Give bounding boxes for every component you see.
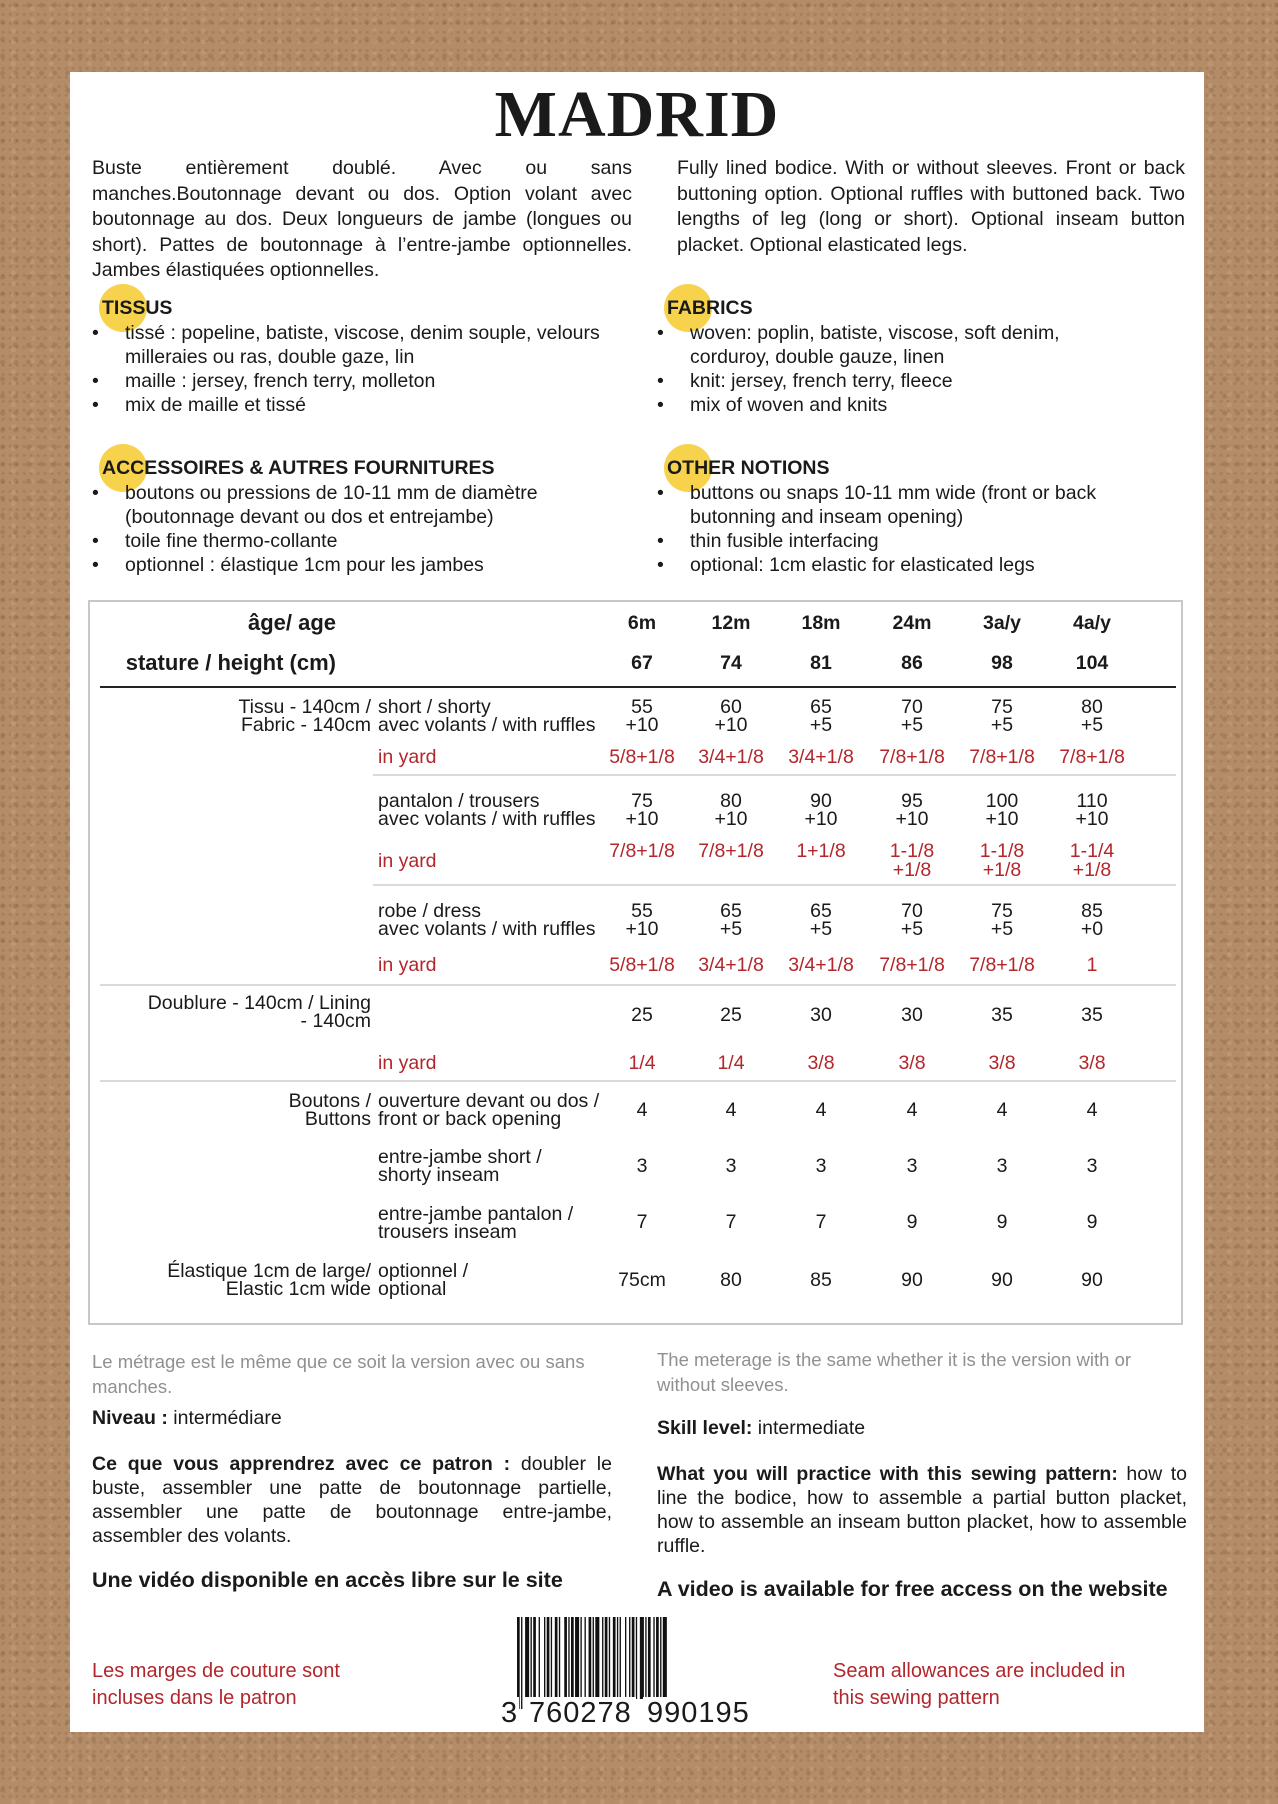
header-divider bbox=[100, 686, 1176, 688]
yard-cell: 3/8 bbox=[898, 1052, 926, 1074]
in-yard-label: in yard bbox=[378, 954, 437, 976]
value-cell: 100 bbox=[985, 790, 1019, 812]
value-cell: +10 bbox=[625, 808, 659, 830]
barcode-bar bbox=[585, 1617, 586, 1699]
value-cell: 110 bbox=[1076, 790, 1108, 812]
barcode-bar bbox=[663, 1617, 667, 1709]
barcode-bar bbox=[551, 1617, 552, 1699]
in-yard-label: in yard bbox=[378, 746, 437, 768]
trousers-label: pantalon / trousers avec volants / with ruffles bbox=[378, 790, 596, 830]
list-item: • tissé : popeline, batiste, viscose, denim souple, velours milleraies ou ras, double gaze, lin bbox=[92, 321, 602, 369]
value-cell: 35 bbox=[991, 1004, 1013, 1026]
fabrics-en-list bbox=[657, 321, 1137, 417]
notions-fr-heading: ACCESSOIRES & AUTRES FOURNITURES bbox=[102, 456, 495, 480]
value-cell: 30 bbox=[901, 1004, 923, 1026]
intro-french: Buste entièrement doublé. Avec ou sans manches.Boutonnage devant ou dos. Option volant avec boutonnage au dos. Deux longueurs de jambe (longues ou short). Pattes de boutonnage à l’entre-jambe optionnelles. Jambes élastiquées optionnelles. bbox=[92, 157, 632, 281]
value-cell: 7 bbox=[815, 1211, 827, 1233]
barcode-digit-1: 3 bbox=[501, 1697, 518, 1729]
trousers-inseam-label: entre-jambe pantalon / trousers inseam bbox=[378, 1203, 574, 1243]
value-cell: 85 bbox=[810, 1269, 832, 1291]
value-cell: 75 bbox=[991, 900, 1013, 922]
barcode-bar bbox=[521, 1617, 522, 1709]
value-cell: 25 bbox=[631, 1004, 653, 1026]
value-cell: +10 bbox=[714, 808, 748, 830]
yard-cell: 7/8+1/8 bbox=[969, 954, 1035, 976]
yard-cell: 3/4+1/8 bbox=[788, 746, 854, 768]
value-cell: 3 bbox=[725, 1155, 737, 1177]
yard-cell: +1/8 bbox=[1072, 859, 1112, 881]
list-item: • woven: poplin, batiste, viscose, soft denim, corduroy, double gauze, linen bbox=[657, 321, 1137, 369]
value-cell: +5 bbox=[1080, 714, 1104, 736]
list-item: • buttons ou snaps 10-11 mm wide (front or back butonning and inseam opening) bbox=[657, 481, 1157, 529]
video-note-en: A video is available for free access on the website bbox=[657, 1577, 1168, 1601]
barcode-bar bbox=[571, 1617, 574, 1699]
yard-cell: 3/4+1/8 bbox=[788, 954, 854, 976]
height-cell: 74 bbox=[720, 652, 742, 674]
seam-allowance-en: Seam allowances are included in this sewing pattern bbox=[833, 1660, 1126, 1709]
list-item: • thin fusible interfacing bbox=[657, 529, 1157, 553]
value-cell: 25 bbox=[720, 1004, 742, 1026]
barcode-bar bbox=[544, 1617, 545, 1699]
row-divider bbox=[100, 1080, 1176, 1082]
value-cell: 30 bbox=[810, 1004, 832, 1026]
elastic-label: Élastique 1cm de large/ Elastic 1cm wide bbox=[167, 1260, 371, 1300]
dress-label: robe / dress avec volants / with ruffles bbox=[378, 900, 596, 940]
value-cell: +5 bbox=[900, 918, 924, 940]
barcode-bar bbox=[620, 1617, 621, 1699]
value-cell: 4 bbox=[906, 1099, 918, 1121]
value-cell: 80 bbox=[720, 790, 742, 812]
level-fr: Niveau : intermédiare bbox=[92, 1407, 282, 1429]
yard-cell: 3/8 bbox=[1078, 1052, 1106, 1074]
value-cell: 65 bbox=[810, 900, 832, 922]
value-cell: 90 bbox=[1081, 1269, 1103, 1291]
value-cell: +5 bbox=[990, 918, 1014, 940]
value-cell: 85 bbox=[1081, 900, 1103, 922]
value-cell: 4 bbox=[815, 1099, 827, 1121]
age-cell: 3a/y bbox=[983, 612, 1021, 634]
barcode-bar bbox=[629, 1617, 630, 1699]
pattern-back-sheet bbox=[70, 72, 1204, 1732]
value-cell: 4 bbox=[996, 1099, 1008, 1121]
value-cell: 3 bbox=[1086, 1155, 1098, 1177]
barcode-bar bbox=[653, 1617, 654, 1699]
value-cell: 90 bbox=[901, 1269, 923, 1291]
yard-cell: 3/8 bbox=[807, 1052, 835, 1074]
row-divider bbox=[373, 774, 1176, 776]
age-cell: 24m bbox=[892, 612, 932, 634]
yard-cell: 1+1/8 bbox=[796, 840, 846, 862]
yard-cell: 7/8+1/8 bbox=[1059, 746, 1125, 768]
learn-en: What you will practice with this sewing pattern: how to line the bodice, how to assemble a partial button placket, how to assemble an inseam button placket, how to assemble ruffle. bbox=[657, 1463, 1187, 1557]
yard-cell: +1/8 bbox=[892, 859, 932, 881]
value-cell: 9 bbox=[996, 1211, 1008, 1233]
yard-cell: 5/8+1/8 bbox=[609, 954, 675, 976]
barcode-bar bbox=[575, 1617, 579, 1699]
value-cell: +10 bbox=[804, 808, 838, 830]
barcode-digits-3: 990195 bbox=[643, 1697, 754, 1730]
yard-cell: 1-1/8 bbox=[889, 840, 935, 862]
row-divider bbox=[100, 984, 1176, 986]
value-cell: 3 bbox=[906, 1155, 918, 1177]
list-item: • mix of woven and knits bbox=[657, 393, 1137, 417]
notions-en-heading: OTHER NOTIONS bbox=[667, 456, 830, 480]
list-item: • optionnel : élastique 1cm pour les jambes bbox=[92, 553, 612, 577]
value-cell: 3 bbox=[996, 1155, 1008, 1177]
value-cell: 7 bbox=[636, 1211, 648, 1233]
list-item: • toile fine thermo-collante bbox=[92, 529, 612, 553]
fabrics-fr-heading: TISSUS bbox=[102, 296, 172, 320]
value-cell: 4 bbox=[636, 1099, 648, 1121]
value-cell: 80 bbox=[1081, 696, 1103, 718]
learn-fr: Ce que vous apprendrez avec ce patron : doubler le buste, assembler une patte de boutonnage partielle, assembler une patte de boutonnage entre-jambe, assembler des volants. bbox=[92, 1453, 612, 1547]
value-cell: 7 bbox=[725, 1211, 737, 1233]
yard-cell: +1/8 bbox=[982, 859, 1022, 881]
short-inseam-label: entre-jambe short / shorty inseam bbox=[378, 1146, 542, 1186]
value-cell: +5 bbox=[990, 714, 1014, 736]
buttons-label: Boutons / Buttons bbox=[288, 1090, 371, 1130]
value-cell: +5 bbox=[900, 714, 924, 736]
value-cell: 60 bbox=[720, 696, 742, 718]
yard-cell: 3/8 bbox=[988, 1052, 1016, 1074]
barcode-bar bbox=[580, 1617, 581, 1699]
age-cell: 4a/y bbox=[1073, 612, 1111, 634]
value-cell: +10 bbox=[985, 808, 1019, 830]
height-cell: 98 bbox=[991, 652, 1013, 674]
yard-cell: 1-1/8 bbox=[979, 840, 1025, 862]
barcode-bar bbox=[613, 1617, 616, 1699]
barcode-bars bbox=[515, 1617, 765, 1709]
value-cell: 3 bbox=[636, 1155, 648, 1177]
list-item: • optional: 1cm elastic for elasticated legs bbox=[657, 553, 1157, 577]
yard-cell: 7/8+1/8 bbox=[879, 954, 945, 976]
yard-cell: 7/8+1/8 bbox=[609, 840, 675, 862]
value-cell: +5 bbox=[719, 918, 743, 940]
value-cell: 9 bbox=[1086, 1211, 1098, 1233]
barcode-bar bbox=[568, 1617, 569, 1699]
barcode-bar bbox=[648, 1617, 651, 1699]
value-cell: 55 bbox=[631, 900, 653, 922]
list-item: • maille : jersey, french terry, molleton bbox=[92, 369, 602, 393]
barcode-bar bbox=[632, 1617, 635, 1699]
value-cell: 4 bbox=[725, 1099, 737, 1121]
value-cell: 90 bbox=[810, 790, 832, 812]
value-cell: +10 bbox=[625, 918, 659, 940]
barcode-bar bbox=[609, 1617, 610, 1699]
list-item: • mix de maille et tissé bbox=[92, 393, 602, 417]
barcode-bar bbox=[595, 1617, 599, 1699]
barcode-bar bbox=[640, 1617, 644, 1699]
height-cell: 104 bbox=[1075, 652, 1109, 674]
barcode-bar bbox=[645, 1617, 646, 1699]
fabrics-en-heading: FABRICS bbox=[667, 296, 753, 320]
value-cell: +5 bbox=[809, 714, 833, 736]
barcode-bar bbox=[602, 1617, 603, 1699]
yard-cell: 1-1/4 bbox=[1069, 840, 1115, 862]
level-en: Skill level: intermediate bbox=[657, 1417, 866, 1439]
in-yard-label: in yard bbox=[378, 1052, 437, 1074]
value-cell: 80 bbox=[720, 1269, 742, 1291]
barcode-bar bbox=[593, 1617, 594, 1709]
meterage-note-fr: Le métrage est le même que ce soit la version avec ou sans manches. bbox=[92, 1351, 585, 1397]
height-cell: 86 bbox=[901, 652, 923, 674]
barcode-bar bbox=[533, 1617, 536, 1699]
yard-cell: 7/8+1/8 bbox=[969, 746, 1035, 768]
lining-label: Doublure - 140cm / Lining - 140cm bbox=[147, 992, 371, 1032]
optional-label: optionnel / optional bbox=[378, 1260, 468, 1300]
value-cell: 4 bbox=[1086, 1099, 1098, 1121]
value-cell: 95 bbox=[901, 790, 923, 812]
value-cell: 70 bbox=[901, 900, 923, 922]
value-cell: +10 bbox=[625, 714, 659, 736]
value-cell: 55 bbox=[631, 696, 653, 718]
yardage-table bbox=[88, 600, 1183, 1325]
value-cell: +5 bbox=[809, 918, 833, 940]
barcode-bar bbox=[605, 1617, 608, 1699]
barcode-bar bbox=[564, 1617, 567, 1699]
barcode-bar bbox=[525, 1617, 529, 1699]
meterage-note-en: The meterage is the same whether it is the version with or without sleeves. bbox=[657, 1349, 1132, 1395]
age-cell: 18m bbox=[801, 612, 841, 634]
video-note-fr: Une vidéo disponible en accès libre sur le site bbox=[92, 1568, 563, 1592]
value-cell: 65 bbox=[720, 900, 742, 922]
yard-cell: 3/4+1/8 bbox=[698, 746, 764, 768]
height-cell: 67 bbox=[631, 652, 653, 674]
barcode-bar bbox=[559, 1617, 560, 1699]
list-item: • boutons ou pressions de 10-11 mm de diamètre (boutonnage devant ou dos et entrejambe) bbox=[92, 481, 612, 529]
value-cell: 90 bbox=[991, 1269, 1013, 1291]
value-cell: 3 bbox=[815, 1155, 827, 1177]
notions-en-list bbox=[657, 481, 1157, 577]
yard-cell: 7/8+1/8 bbox=[698, 840, 764, 862]
value-cell: 35 bbox=[1081, 1004, 1103, 1026]
value-cell: +10 bbox=[895, 808, 929, 830]
value-cell: 75 bbox=[991, 696, 1013, 718]
value-cell: 75cm bbox=[618, 1269, 666, 1291]
barcode-bar bbox=[517, 1617, 520, 1709]
barcode-bar bbox=[589, 1617, 592, 1699]
age-label: âge/ age bbox=[247, 610, 336, 635]
barcode-digits-2: 760278 bbox=[525, 1697, 636, 1730]
pattern-title: MADRID bbox=[494, 78, 780, 151]
notions-fr-list bbox=[92, 481, 612, 577]
height-cell: 81 bbox=[810, 652, 832, 674]
barcode-bar bbox=[555, 1617, 558, 1699]
barcode-bar bbox=[531, 1617, 532, 1699]
fabrics-fr-list bbox=[92, 321, 602, 417]
value-cell: 65 bbox=[810, 696, 832, 718]
fabric-label: Tissu - 140cm / Fabric - 140cm bbox=[238, 696, 371, 736]
list-item: • knit: jersey, french terry, fleece bbox=[657, 369, 1137, 393]
barcode-bar bbox=[539, 1617, 540, 1699]
yard-cell: 7/8+1/8 bbox=[879, 746, 945, 768]
yard-cell: 3/4+1/8 bbox=[698, 954, 764, 976]
barcode-bar bbox=[617, 1617, 618, 1699]
age-cell: 6m bbox=[627, 612, 657, 634]
yard-cell: 1/4 bbox=[717, 1052, 745, 1074]
value-cell: 9 bbox=[906, 1211, 918, 1233]
height-label: stature / height (cm) bbox=[125, 650, 336, 675]
intro-english: Fully lined bodice. With or without sleeves. Front or back buttoning option. Optional ruffles with buttoned back. Two lengths of leg (long or short). Optional inseam button placket. Optional elasticated legs. bbox=[677, 157, 1185, 256]
barcode-bar bbox=[636, 1617, 637, 1699]
in-yard-label: in yard bbox=[378, 850, 437, 872]
short-label: short / shorty avec volants / with ruffles bbox=[378, 696, 596, 736]
value-cell: +10 bbox=[1075, 808, 1109, 830]
value-cell: +0 bbox=[1080, 918, 1104, 940]
barcode bbox=[501, 1617, 765, 1732]
barcode-bar bbox=[656, 1617, 659, 1699]
yard-cell: 1/4 bbox=[628, 1052, 656, 1074]
value-cell: 70 bbox=[901, 696, 923, 718]
opening-label: ouverture devant ou dos / front or back opening bbox=[378, 1090, 600, 1130]
age-cell: 12m bbox=[711, 612, 751, 634]
barcode-bar bbox=[547, 1617, 550, 1699]
row-divider bbox=[373, 884, 1176, 886]
value-cell: 75 bbox=[631, 790, 653, 812]
yard-cell: 5/8+1/8 bbox=[609, 746, 675, 768]
barcode-bar bbox=[625, 1617, 626, 1699]
yard-cell: 1 bbox=[1086, 954, 1098, 976]
barcode-bar bbox=[660, 1617, 661, 1699]
value-cell: +10 bbox=[714, 714, 748, 736]
seam-allowance-fr: Les marges de couture sont incluses dans le patron bbox=[92, 1660, 340, 1709]
